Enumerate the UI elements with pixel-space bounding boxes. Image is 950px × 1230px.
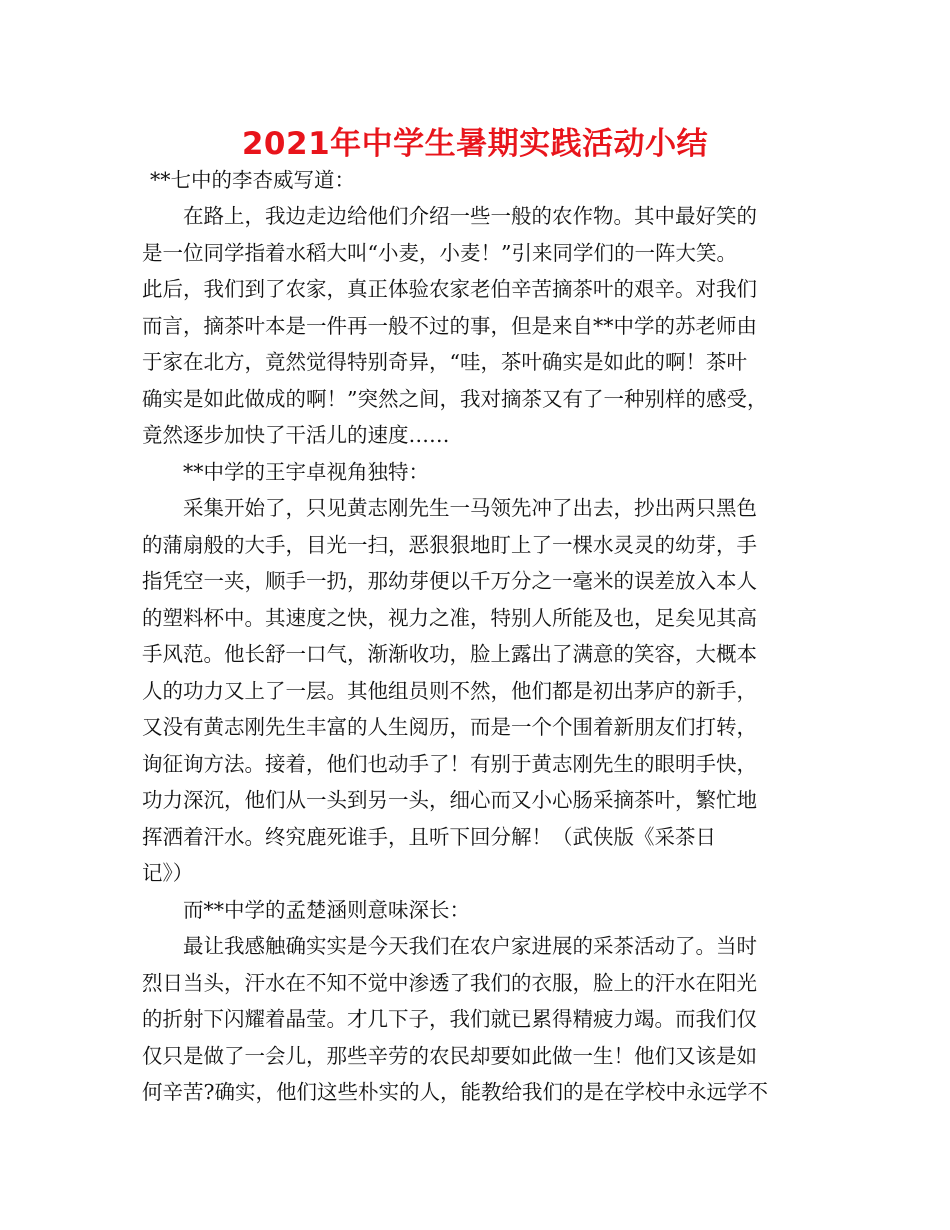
paragraph-line: 的蒲扇般的大手，目光一扫，恶狠狠地盯上了一棵水灵灵的幼芽，手 [142,532,757,557]
paragraph-line: 最让我感触确实实是今天我们在农户家进展的采茶活动了。当时 [183,934,757,958]
document-title: 2021年中学生暑期实践活动小结 [241,126,709,162]
paragraph-line: 又没有黄志刚先生丰富的人生阅历，而是一个个围着新朋友们打转， [142,715,757,739]
paragraph-line: 采集开始了，只见黄志刚先生一马领先冲了出去，抄出两只黑色 [183,496,757,520]
paragraph-line: 手风范。他长舒一口气，渐渐收功，脸上露出了满意的笑容，大概本 [142,642,757,666]
paragraph-line: 竟然逐步加快了干活儿的速度…… [142,423,450,447]
paragraph-line: 是一位同学指着水稻大叫“小麦，小麦！”引来同学们的一阵大笑。 [142,240,737,265]
paragraph-line: 何辛苦?确实，他们这些朴实的人，能教给我们的是在学校中永远学不 [142,1080,768,1104]
byline-line: 而**中学的孟楚涵则意味深长： [183,897,470,922]
paragraph-line: 此后，我们到了农家，真正体验农家老伯辛苦摘茶叶的艰辛。对我们 [142,277,757,301]
document-body [142,162,822,1111]
byline-line: **中学的王宇卓视角独特： [183,459,429,484]
paragraph-line: 人的功力又上了一层。其他组员则不然，他们都是初出茅庐的新手， [142,678,757,703]
paragraph-line: 的塑料杯中。其速度之快，视力之准，特别人所能及也，足矣见其高 [142,605,757,630]
paragraph-line: 挥洒着汗水。终究鹿死谁手，且听下回分解！（武侠版《采茶日 [142,824,716,849]
paragraph-line: 确实是如此做成的啊！”突然之间，我对摘茶又有了一种别样的感受， [142,386,768,411]
paragraph-line: 功力深沉，他们从一头到另一头，细心而又小心肠采摘茶叶，繁忙地 [142,788,757,812]
paragraph-line: 记》） [142,861,194,885]
byline-line: **七中的李杏威写道： [150,168,355,192]
paragraph-line: 烈日当头，汗水在不知不觉中渗透了我们的衣服，脸上的汗水在阳光 [142,970,757,995]
paragraph-line: 的折射下闪耀着晶莹。才几下子，我们就已累得精疲力竭。而我们仅 [142,1007,757,1031]
paragraph-line: 指凭空一夹，顺手一扔，那幼芽便以千万分之一毫米的误差放入本人 [142,569,757,593]
paragraph-line: 在路上，我边走边给他们介绍一些一般的农作物。其中最好笑的 [183,204,757,228]
paragraph-line: 询征询方法。接着，他们也动手了！有别于黄志刚先生的眼明手快， [142,751,757,776]
paragraph-line: 于家在北方，竟然觉得特别奇异，“哇，茶叶确实是如此的啊！茶叶 [142,350,747,374]
paragraph-line: 仅只是做了一会儿，那些辛劳的农民却要如此做一生！他们又该是如 [142,1043,757,1068]
paragraph-line: 而言，摘茶叶本是一件再一般不过的事，但是来自**中学的苏老师由 [142,313,757,338]
